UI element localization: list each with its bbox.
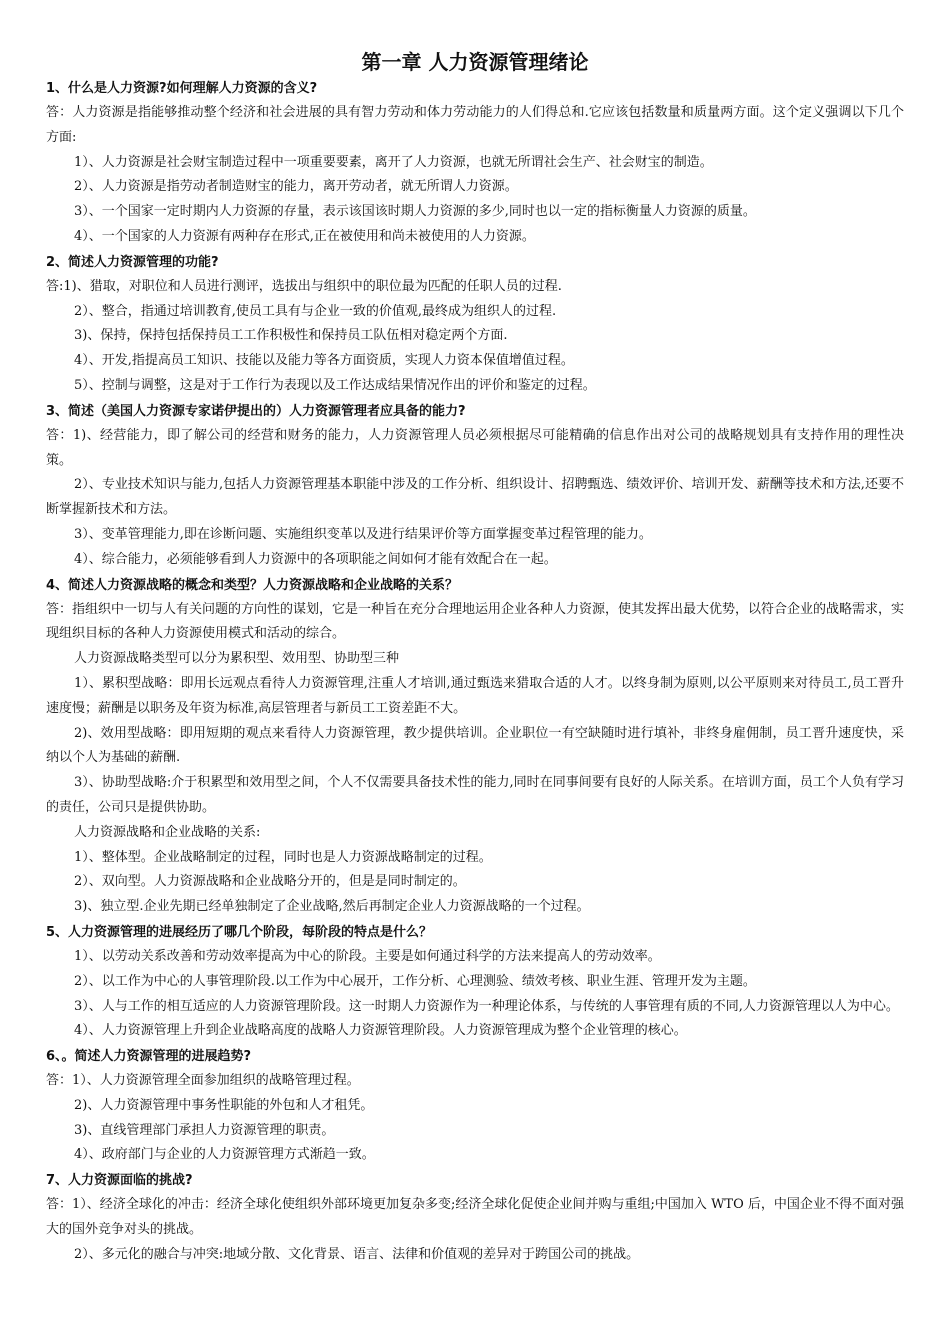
qa-section bbox=[46, 1168, 904, 1267]
answer-item: 3）、变革管理能力,即在诊断问题、实施组织变革以及进行结果评价等方面掌握变革过程管理的能力。 bbox=[74, 526, 652, 542]
answer-item: 2）、整合，指通过培训教育,使员工具有与企业一致的价值观,最终成为组织人的过程. bbox=[74, 303, 557, 319]
answer-paragraph: 答：1)、经营能力，即了解公司的经营和财务的能力，人力资源管理人员必须根据尽可能精确的信息作出对公司的战略规划具有支持作用的理性决策。 bbox=[46, 427, 904, 468]
question-heading: 3、简述（美国人力资源专家诺伊提出的）人力资源管理者应具备的能力? bbox=[46, 403, 466, 419]
answer-item: 3)、直线管理部门承担人力资源管理的职责。 bbox=[74, 1122, 335, 1138]
answer-item: 人力资源战略和企业战略的关系: bbox=[74, 824, 261, 840]
answer-item: 2）、人力资源是指劳动者制造财宝的能力，离开劳动者，就无所谓人力资源。 bbox=[74, 179, 518, 195]
answer-item: 2）、双向型。人力资源战略和企业战略分开的，但是是同时制定的。 bbox=[74, 874, 466, 890]
answer-paragraph: 答:1)、猎取，对职位和人员进行测评，选拔出与组织中的职位最为匹配的任职人员的过程. bbox=[46, 278, 562, 294]
answer-item: 2)、人力资源管理中事务性职能的外包和人才租凭。 bbox=[74, 1097, 374, 1113]
answer-item: 4）、一个国家的人力资源有两种存在形式,正在被使用和尚未被使用的人力资源。 bbox=[74, 228, 535, 244]
qa-section bbox=[46, 920, 904, 1044]
chapter-title: 第一章 人力资源管理绪论 bbox=[361, 50, 589, 74]
answer-item: 3）、人与工作的相互适应的人力资源管理阶段。这一时期人力资源作为一种理论体系，与传统的人事管理有质的不同,人力资源管理以人为中心。 bbox=[74, 998, 899, 1014]
answer-item: 1）、以劳动关系改善和劳动效率提高为中心的阶段。主要是如何通过科学的方法来提高人的劳动效率。 bbox=[74, 948, 661, 964]
qa-section bbox=[46, 573, 904, 920]
answer-item: 2)、效用型战略：即用短期的观点来看待人力资源管理，教少提供培训。企业职位一有空缺随时进行填补，非终身雇佣制，员工晋升速度快，采纳以个人为基础的薪酬. bbox=[46, 725, 904, 766]
answer-paragraph: 答：指组织中一切与人有关问题的方向性的谋划，它是一种旨在充分合理地运用企业各种人力资源，使其发挥出最大优势，以符合企业的战略需求，实现组织目标的各种人力资源使用模式和活动的综合。 bbox=[46, 601, 905, 642]
qa-section bbox=[46, 250, 904, 399]
answer-paragraph: 答：人力资源是指能够推动整个经济和社会进展的具有智力劳动和体力劳动能力的人们得总和.它应该包括数量和质量两方面。这个定义强调以下几个方面: bbox=[46, 105, 904, 145]
answer-item: 2）、专业技术知识与能力,包括人力资源管理基本职能中涉及的工作分析、组织设计、招聘甄选、绩效评价、培训开发、薪酬等技术和方法,还要不断掌握新技术和方法。 bbox=[46, 477, 904, 518]
question-heading: 5、人力资源管理的进展经历了哪几个阶段，每阶段的特点是什么？ bbox=[46, 924, 433, 940]
answer-item: 人力资源战略类型可以分为累积型、效用型、协助型三种 bbox=[74, 651, 400, 667]
answer-item: 3)、保持，保持包括保持员工工作积极性和保持员工队伍相对稳定两个方面. bbox=[74, 328, 508, 344]
qa-section bbox=[46, 76, 904, 250]
qa-section bbox=[46, 399, 904, 573]
question-heading: 2、简述人力资源管理的功能? bbox=[46, 254, 219, 270]
question-heading: 4、简述人力资源战略的概念和类型？人力资源战略和企业战略的关系？ bbox=[46, 577, 459, 593]
sections-container bbox=[46, 76, 904, 1268]
answer-item: 4）、人力资源管理上升到企业战略高度的战略人力资源管理阶段。人力资源管理成为整个企业管理的核心。 bbox=[74, 1023, 687, 1039]
answer-paragraph: 答：1）、经济全球化的冲击：经济全球化使组织外部环境更加复杂多变;经济全球化促使企业间并购与重组;中国加入 WTO 后，中国企业不得不面对强大的国外竞争对头的挑战。 bbox=[46, 1197, 904, 1238]
answer-item: 1）、整体型。企业战略制定的过程，同时也是人力资源战略制定的过程。 bbox=[74, 849, 492, 865]
answer-item: 5）、控制与调整，这是对于工作行为表现以及工作达成结果情况作出的评价和鉴定的过程。 bbox=[74, 377, 596, 393]
question-heading: 1、什么是人力资源?如何理解人力资源的含义? bbox=[46, 81, 318, 96]
question-heading: 6、。简述人力资源管理的进展趋势? bbox=[46, 1049, 252, 1065]
answer-item: 4）、开发,指提高员工知识、技能以及能力等各方面资质，实现人力资本保值增值过程。 bbox=[74, 353, 574, 369]
answer-item: 1）、人力资源是社会财宝制造过程中一项重要要素，离开了人力资源，也就无所谓社会生产、社会财宝的制造。 bbox=[74, 154, 713, 170]
answer-item: 4）、政府部门与企业的人力资源管理方式渐趋一致。 bbox=[74, 1147, 375, 1163]
answer-item: 3)、独立型.企业先期已经单独制定了企业战略,然后再制定企业人力资源战略的一个过程。 bbox=[74, 899, 590, 915]
answer-item: 3）、一个国家一定时期内人力资源的存量，表示该国该时期人力资源的多少,同时也以一定的指标衡量人力资源的质量。 bbox=[74, 204, 756, 220]
answer-item: 3）、协助型战略:介于积累型和效用型之间，个人不仅需要具备技术性的能力,同时在同事间要有良好的人际关系。在培训方面，员工个人负有学习的责任，公司只是提供协助。 bbox=[46, 775, 904, 815]
answer-item: 2）、多元化的融合与冲突:地域分散、文化背景、语言、法律和价值观的差异对于跨国公司的挑战。 bbox=[74, 1246, 640, 1262]
answer-item: 4）、综合能力，必须能够看到人力资源中的各项职能之间如何才能有效配合在一起。 bbox=[74, 551, 557, 567]
answer-item: 2）、以工作为中心的人事管理阶段.以工作为中心展开，工作分析、心理测验、绩效考核、职业生涯、管理开发为主题。 bbox=[74, 973, 756, 989]
qa-section bbox=[46, 1044, 904, 1168]
question-heading: 7、人力资源面临的挑战? bbox=[46, 1173, 193, 1189]
answer-item: 1）、累积型战略：即用长远观点看待人力资源管理,注重人才培训,通过甄选来猎取合适的人才。以终身制为原则,以公平原则来对待员工,员工晋升速度慢；薪酬是以职务及年资为标准,高层管理者与新员工工资差距不大。 bbox=[46, 675, 904, 716]
answer-paragraph: 答：1）、人力资源管理全面参加组织的战略管理过程。 bbox=[46, 1073, 360, 1089]
